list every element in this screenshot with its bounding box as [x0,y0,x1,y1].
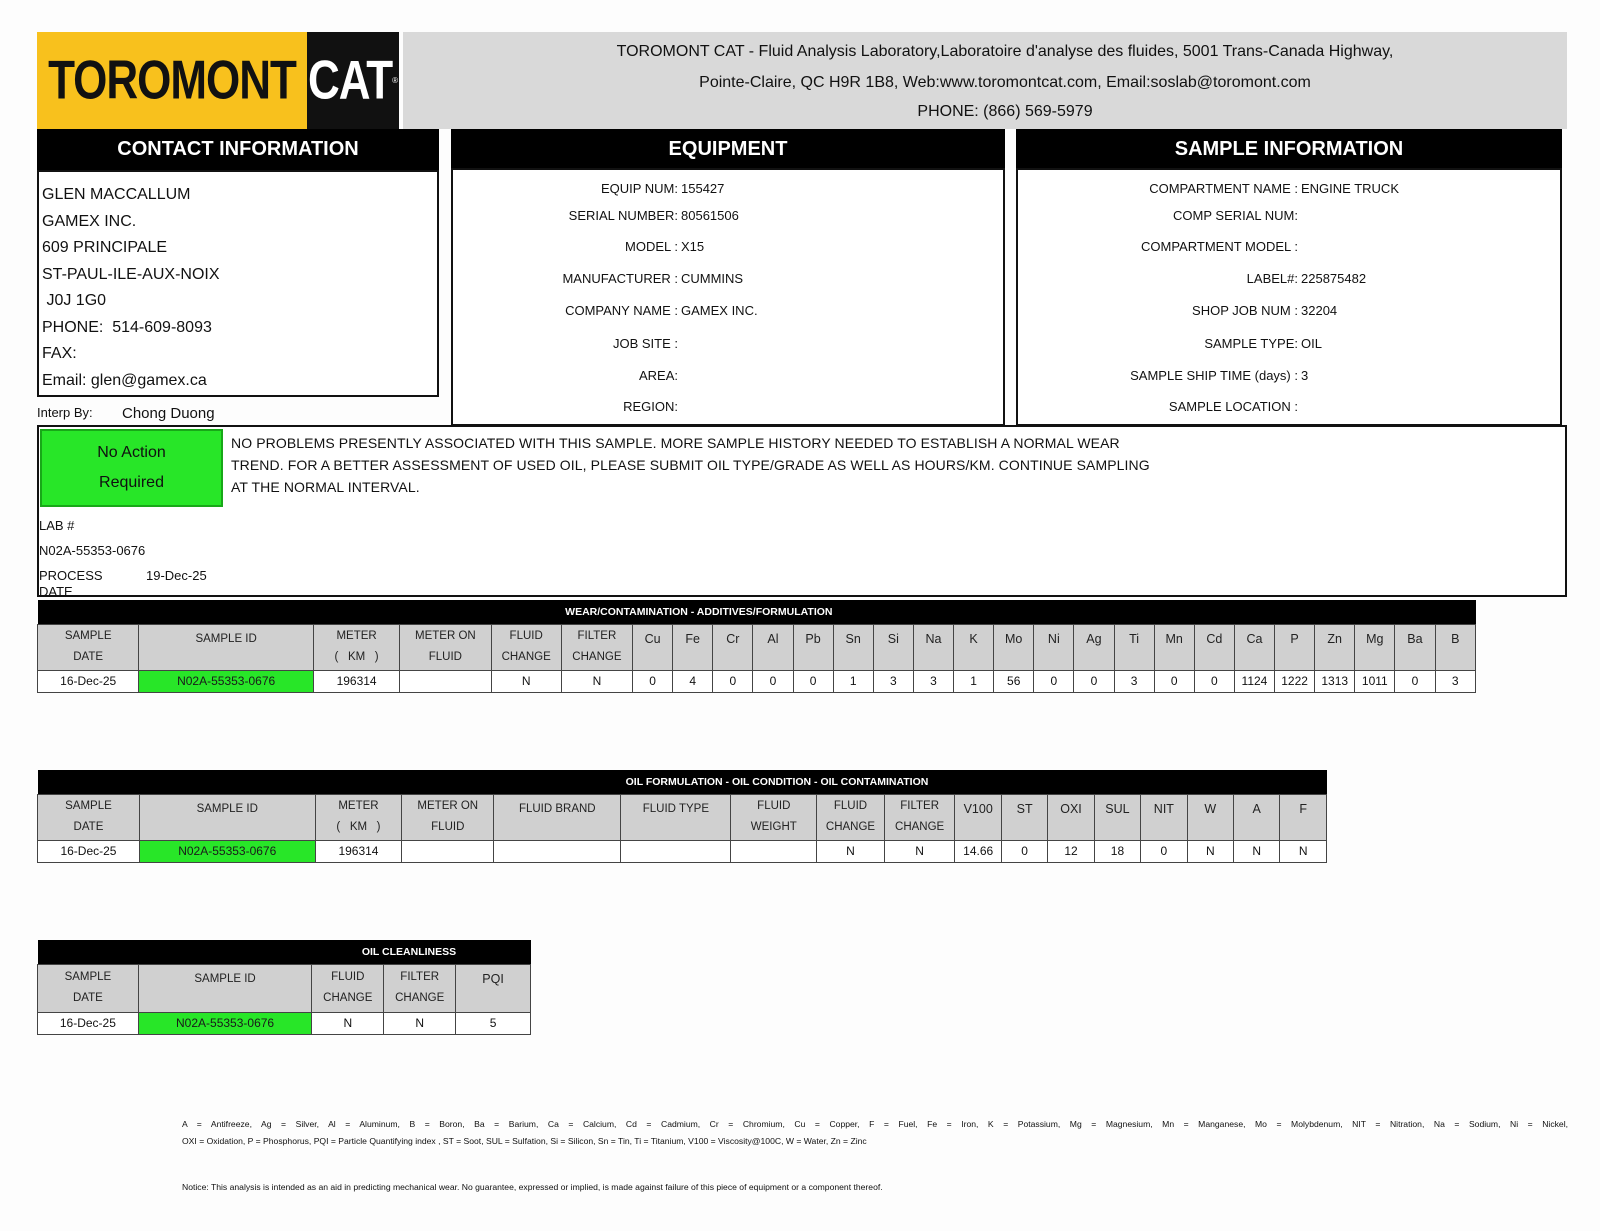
sample-field-value: 3 [1301,368,1309,383]
sample-field-label: COMP SERIAL NUM: [1173,208,1298,223]
col-element: Fe [673,624,713,670]
col-element: B [1435,624,1475,670]
table-title-row [38,940,531,964]
row-element-value: 1313 [1315,670,1355,692]
equipment-field-row [453,229,1003,264]
process-date-label-line2: DATE [39,584,73,599]
col-filter-change: FILTER CHANGE [884,794,955,840]
oil-cleanliness-table-title: OIL CLEANLINESS [312,940,531,964]
comment-line2: TREND. FOR A BETTER ASSESSMENT OF USED OIL, PLEASE SUBMIT OIL TYPE/GRADE AS WELL AS HOURS/KM. CONTINUE SAMPLING [231,457,1150,473]
comment-line1: NO PROBLEMS PRESENTLY ASSOCIATED WITH THIS SAMPLE. MORE SAMPLE HISTORY NEEDED TO ESTABLISH A NORMAL WEAR [231,435,1120,451]
col-sample-date: SAMPLE DATE [38,624,139,670]
equipment-field-row [453,174,1003,202]
col-fluid-change: FLUID CHANGE [491,624,561,670]
sample-info-heading: SAMPLE INFORMATION [1016,129,1562,170]
row-sample-id[interactable]: N02A-55353-0676 [139,840,315,862]
contact-company: GAMEX INC. [42,212,137,230]
row-element-value: 3 [913,670,953,692]
col-fluid-type: FLUID TYPE [621,794,731,840]
row-element-value: 0 [713,670,753,692]
col-element: Mn [1154,624,1194,670]
contact-panel [37,170,439,397]
sample-field-label: COMPARTMENT MODEL : [1141,239,1298,254]
interp-by-value: Chong Duong [122,405,215,422]
col-element: Ti [1114,624,1154,670]
col-condition: ST [1001,794,1047,840]
lab-address-line1: TOROMONT CAT - Fluid Analysis Laboratory,Laboratoire d'analyse des fluides, 5001 Trans-Canada Highway, [616,43,1394,60]
equipment-field-row [453,327,1003,360]
row-sample-id[interactable]: N02A-55353-0676 [139,670,314,692]
col-fluid-change: FLUID CHANGE [817,794,885,840]
oil-condition-title-text: OIL FORMULATION - OIL CONDITION - OIL CONTAMINATION [625,775,929,788]
row-condition-value: 14.66 [955,840,1001,862]
equipment-field-label: MANUFACTURER : [562,271,678,286]
sample-field-value: 32204 [1301,302,1338,318]
lab-number-label: LAB # [39,518,75,533]
col-element: Ni [1034,624,1074,670]
contact-city: ST-PAUL-ILE-AUX-NOIX [42,265,220,283]
equipment-field-value: 155427 [681,180,725,196]
row-element-value: 0 [1395,670,1435,692]
table-row [38,840,1327,862]
col-sample-id: SAMPLE ID [139,794,315,840]
equipment-field-label: SERIAL NUMBER: [568,208,678,223]
table-row [38,670,1476,692]
row-sample-date: 16-Dec-25 [38,840,140,862]
col-sample-date: SAMPLE DATE [38,794,140,840]
process-date-label [39,568,103,600]
equipment-field-value: 80561506 [681,208,739,223]
toromont-logo-text: TOROMONT [48,49,296,111]
row-element-value: 3 [873,670,913,692]
equipment-field-label: AREA: [638,368,678,383]
col-element: Al [753,624,793,670]
sample-field-value: OIL [1301,336,1322,351]
col-element: Pb [793,624,833,670]
oil-condition-table-title [38,770,1327,794]
row-fluid-brand [494,840,621,862]
row-filter-change: N [884,840,955,862]
equipment-field-value: GAMEX INC. [681,302,758,318]
row-condition-value: 12 [1048,840,1094,862]
contact-fax: FAX: [42,345,77,362]
legend-line1: A = Antifreeze, Ag = Silver, Al = Aluminum, B = Boron, Ba = Barium, Ca = Calcium, Cd = Cadmium, Cr = Chromium, Cu = Copper, F = Fuel, Fe = Iron, K = Potassium, Mg = Magnesium, Mn = Manganese, Mo = Molybdenum, NIT = Nitration, Na = Sodium, Ni = Nickel, [182,1119,1568,1129]
equipment-field-row [453,391,1003,422]
col-element: Ba [1395,624,1435,670]
col-condition: A [1234,794,1280,840]
col-meter-on-fluid: METER ON FLUID [402,794,494,840]
table-title-row [38,600,1476,624]
lab-address-block [403,32,1567,129]
row-filter-change: N [561,670,632,692]
col-pqi: PQI [456,964,531,1012]
col-element: P [1275,624,1315,670]
contact-street: 609 PRINCIPALE [42,239,168,256]
row-sample-id[interactable]: N02A-55353-0676 [138,1012,312,1034]
equipment-field-label: REGION: [623,399,678,414]
wear-table-header-row [38,624,1476,670]
col-fluid-weight: FLUID WEIGHT [731,794,817,840]
row-meter: 196314 [315,840,402,862]
sample-field-label: SAMPLE TYPE: [1204,336,1298,351]
equipment-panel [451,168,1005,426]
row-condition-value: 0 [1141,840,1187,862]
row-fluid-change: N [491,670,561,692]
cat-logo-text: CAT [307,49,393,111]
row-condition-value: N [1187,840,1233,862]
oil-cleanliness-header-row [38,964,531,1012]
col-element: K [954,624,994,670]
row-element-value: 1124 [1234,670,1274,692]
col-condition: F [1280,794,1327,840]
sample-field-row [1018,264,1560,293]
sample-field-row [1018,229,1560,264]
row-element-value: 0 [633,670,673,692]
disclaimer-notice: Notice: This analysis is intended as an aid in predicting mechanical wear. No guarantee, expressed or implied, is made against failure of this piece of equipment or a component thereof. [182,1182,883,1192]
row-sample-date: 16-Dec-25 [38,1012,139,1034]
table-title-row [38,770,1327,794]
col-filter-change: FILTER CHANGE [561,624,632,670]
col-condition: V100 [955,794,1001,840]
row-element-value: 0 [1074,670,1114,692]
equipment-field-label: EQUIP NUM: [600,180,678,196]
row-element-value: 4 [673,670,713,692]
row-meter-on-fluid [400,670,491,692]
contact-name: GLEN MACCALLUM [42,186,191,203]
col-fluid-brand: FLUID BRAND [494,794,621,840]
col-sample-id: SAMPLE ID [139,624,314,670]
process-date-label-line1: PROCESS [39,568,103,583]
row-element-value: 1011 [1355,670,1395,692]
row-sample-date: 16-Dec-25 [38,670,139,692]
equipment-field-value: X15 [681,239,705,254]
row-element-value: 0 [753,670,793,692]
sample-field-value: ENGINE TRUCK [1301,180,1399,196]
wear-contamination-table [37,600,1476,693]
contact-heading: CONTACT INFORMATION [37,129,439,170]
legend-line2: OXI = Oxidation, P = Phosphorus, PQI = Particle Quantifying index , ST = Soot, SUL = Sulfation, Si = Silicon, Sn = Tin, Ti = Titanium, V100 = Viscosity@100C, W = Water, Zn = Zinc [182,1136,867,1146]
col-element: Ag [1074,624,1114,670]
col-condition: SUL [1094,794,1140,840]
col-element: Mg [1355,624,1395,670]
oil-condition-table [37,770,1327,863]
contact-postal: J0J 1G0 [42,292,107,309]
lab-phone: PHONE: (866) 569-5979 [917,103,1093,120]
sample-field-value: 225875482 [1301,271,1367,286]
sample-field-row [1018,174,1560,202]
row-element-value: 3 [1114,670,1154,692]
row-pqi: 5 [456,1012,531,1034]
row-element-value: 1222 [1275,670,1315,692]
equipment-field-label: COMPANY NAME : [565,302,678,318]
row-fluid-type [621,840,731,862]
col-sample-date: SAMPLE DATE [38,964,139,1012]
col-element: Cr [713,624,753,670]
row-element-value: 1 [954,670,994,692]
col-fluid-change: FLUID CHANGE [312,964,384,1012]
row-element-value: 56 [994,670,1034,692]
wear-table-title [38,600,833,624]
sample-field-row [1018,360,1560,391]
status-line2: Required [99,474,164,491]
row-element-value: 0 [793,670,833,692]
sample-info-panel [1016,168,1562,426]
sample-field-label: COMPARTMENT NAME : [1149,180,1298,196]
row-element-value: 3 [1435,670,1475,692]
row-meter: 196314 [313,670,399,692]
col-condition: W [1187,794,1233,840]
oil-condition-header-row [38,794,1327,840]
equipment-field-row [453,264,1003,293]
row-fluid-change: N [312,1012,384,1034]
equipment-field-row [453,293,1003,327]
abbreviation-legend [182,1116,1568,1150]
col-element: Cd [1194,624,1234,670]
row-element-value: 0 [1034,670,1074,692]
process-date-value: 19-Dec-25 [146,568,207,583]
status-line1: No Action [97,444,166,461]
equipment-field-row [453,360,1003,391]
equipment-field-label: MODEL : [625,239,678,254]
oil-cleanliness-title-filler [38,940,312,964]
lab-address-line2: Pointe-Claire, QC H9R 1B8, Web:www.toromontcat.com, Email:soslab@toromont.com [699,74,1311,91]
col-meter: METER ( KM ) [315,794,402,840]
row-condition-value: N [1280,840,1327,862]
row-filter-change: N [384,1012,456,1034]
equipment-heading: EQUIPMENT [451,129,1005,170]
sample-field-row [1018,202,1560,229]
sample-field-label: LABEL#: [1246,271,1298,286]
cat-logo: CAT ® [307,32,399,129]
oil-cleanliness-table [37,940,531,1035]
row-element-value: 0 [1154,670,1194,692]
row-element-value: 0 [1194,670,1234,692]
equipment-field-row [453,202,1003,229]
col-condition: OXI [1048,794,1094,840]
col-element: Zn [1315,624,1355,670]
interpretation-comment [231,432,1191,498]
toromont-logo [37,32,307,129]
row-condition-value: N [1234,840,1280,862]
interp-by-label: Interp By: [37,405,93,420]
equipment-field-value: CUMMINS [681,271,744,286]
sample-field-row [1018,327,1560,360]
table-row [38,1012,531,1034]
col-element: Sn [833,624,873,670]
row-meter-on-fluid [402,840,494,862]
col-element: Si [873,624,913,670]
wear-table-title-text: WEAR/CONTAMINATION - ADDITIVES/FORMULATION [565,605,833,618]
col-filter-change: FILTER CHANGE [384,964,456,1012]
row-element-value: 1 [833,670,873,692]
contact-phone: PHONE: 514-609-8093 [42,318,212,336]
col-element: Cu [633,624,673,670]
col-meter: METER ( KM ) [313,624,399,670]
row-condition-value: 18 [1094,840,1140,862]
sample-field-label: SAMPLE LOCATION : [1168,399,1298,414]
col-element: Ca [1234,624,1274,670]
col-sample-id: SAMPLE ID [138,964,312,1012]
sample-field-label: SHOP JOB NUM : [1192,302,1298,318]
comment-line3: AT THE NORMAL INTERVAL. [231,479,420,495]
col-meter-on-fluid: METER ON FLUID [400,624,491,670]
status-badge [40,429,223,507]
col-element: Na [913,624,953,670]
sample-field-row [1018,293,1560,327]
sample-field-label: SAMPLE SHIP TIME (days) : [1130,368,1298,383]
row-fluid-weight [731,840,817,862]
lab-number-value: N02A-55353-0676 [39,543,146,558]
sample-field-row [1018,391,1560,422]
row-fluid-change: N [817,840,885,862]
col-condition: NIT [1141,794,1187,840]
row-condition-value: 0 [1001,840,1047,862]
equipment-field-label: JOB SITE : [612,336,678,351]
col-element: Mo [994,624,1034,670]
contact-email: Email: glen@gamex.ca [42,371,207,389]
